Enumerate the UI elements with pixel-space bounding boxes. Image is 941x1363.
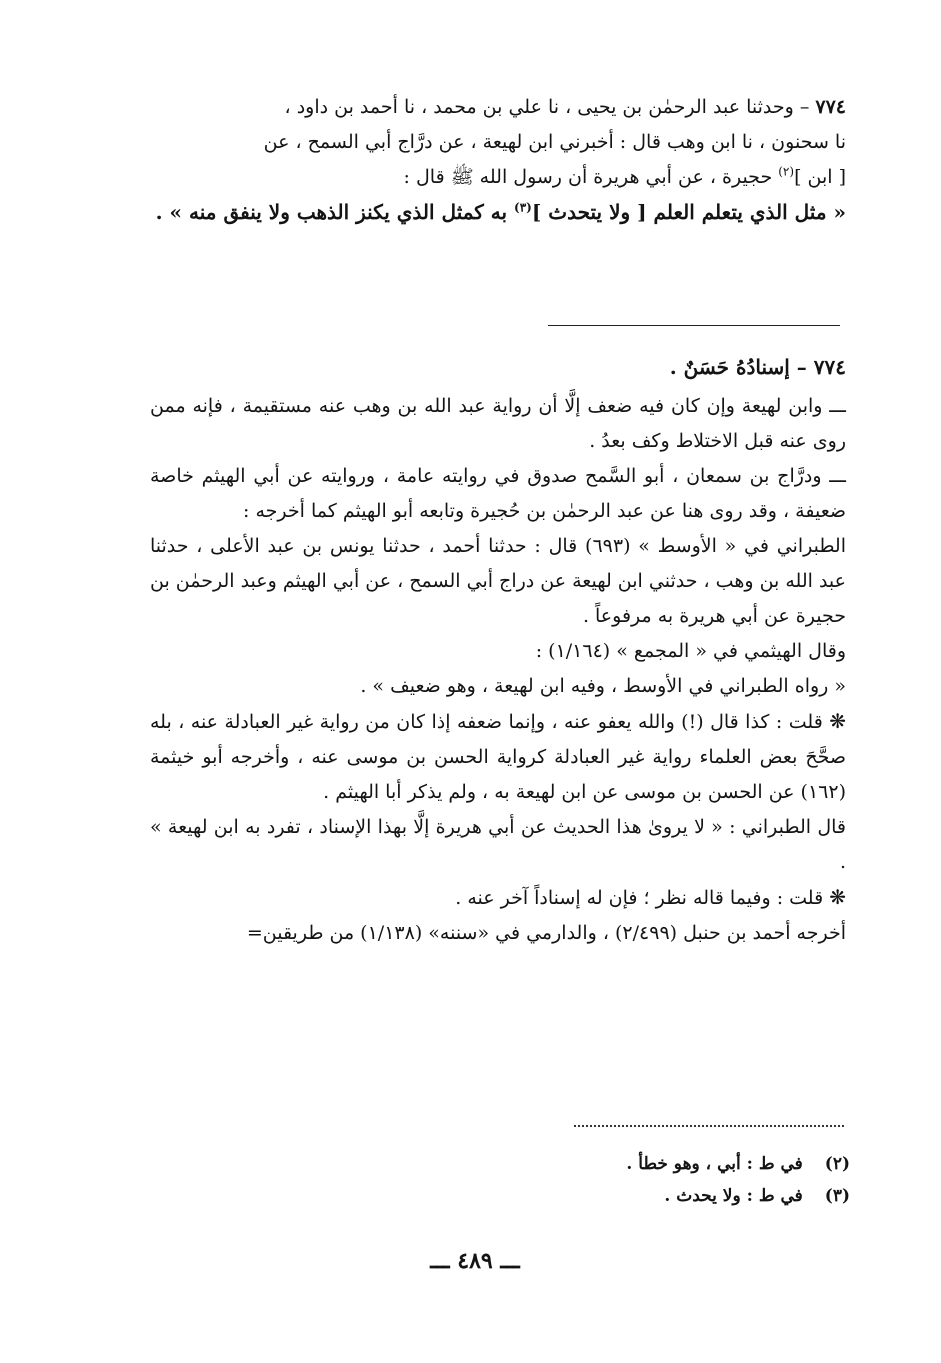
footnote-text: في ط : ولا يحدث . [664, 1186, 803, 1206]
footnote-text: في ط : أبي ، وهو خطأ . [626, 1154, 803, 1174]
hadith-isnad-3: حجيرة ، عن أبي هريرة أن رسول الله ﷺ قال : [403, 166, 779, 188]
paragraph-tabarani: الطبراني في « الأوسط » (٦٩٣) قال : حدثنا أحمد ، حدثنا يونس بن عبد الأعلى ، حدثنا عبد الله بن وهب ، حدثني ابن لهيعة عن دراج أبي السمح ، عن أبي الهيثم وعبد الرحمٰن بن حجيرة عن أبي هريرة به مرفوعاً . [150, 535, 846, 627]
hadith-text [150, 90, 846, 230]
footnote-3 [400, 1180, 850, 1212]
matn-part-2: به كمثل الذي يكنز الذهب ولا ينفق منه » . [155, 200, 515, 224]
qultu-1-text: قلت : كذا قال (!) والله يعفو عنه ، وإنما ضعفه إذا كان من رواية غير العبادلة عنه ، بله صحَّحَ بعض العلماء رواية غير العبادلة كرواية الحسن بن موسى عنه ، وأخرجه أبو خيثمة (١٦٢) عن الحسن بن موسى عن ابن لهيعة به ، ولم يذكر أبا الهيثم . [150, 711, 846, 803]
footnote-number: (٣) [824, 1186, 850, 1206]
matn-part-1: « مثل الذي يتعلم العلم [ ولا يتحدث ] [531, 200, 846, 224]
paragraph-qultu-1 [150, 704, 846, 810]
paragraph-haythami: وقال الهيثمي في « المجمع » (١/١٦٤) : [535, 640, 846, 662]
footnote-2 [400, 1148, 850, 1180]
hadith-line-1 [150, 90, 846, 125]
commentary [150, 350, 846, 951]
hadith-isnad-2: نا سحنون ، نا ابن وهب قال : أخبرني ابن لهيعة ، عن درَّاج أبي السمح ، عن [263, 131, 846, 153]
paragraph-takhrij: أخرجه أحمد بن حنبل (٢/٤٩٩) ، والدارمي في «سننه» (١/١٣٨) من طريقين= [246, 922, 846, 944]
hadith-isnad-1: – وحدثنا عبد الرحمٰن بن يحيى ، نا علي بن محمد ، نا أحمد بن داود ، [284, 96, 810, 118]
hadith-bracket-text: [ ابن ] [794, 166, 846, 188]
commentary-number: ٧٧٤ [813, 355, 846, 379]
paragraph-qultu-2 [150, 880, 846, 916]
paragraph-tabarani-note: قال الطبراني : « لا يروىٰ هذا الحديث عن أبي هريرة إلَّا بهذا الإسناد ، تفرد به ابن لهيعة » . [150, 816, 846, 873]
qultu-2-text: قلت : وفيما قاله نظر ؛ فإن له إسناداً آخر عنه . [455, 887, 824, 909]
star-ornament-icon: ❋ [829, 885, 846, 909]
footnote-ref-2: (٢) [778, 164, 795, 179]
footnote-separator [574, 1125, 844, 1127]
hadith-matn [150, 195, 846, 230]
footnotes [400, 1148, 850, 1212]
page-number: ـــ ٤٨٩ ـــ [430, 1248, 520, 1274]
commentary-heading [150, 350, 846, 385]
paragraph-ibn-lahia: ـــ وابن لهيعة وإن كان فيه ضعف إلَّا أن رواية عبد الله بن وهب عنه مستقيمة ، فإنه ممن روى عنه قبل الاختلاط وكف بعدُ . [150, 395, 846, 452]
hadith-line-3 [150, 160, 846, 195]
paragraph-haythami-quote: « رواه الطبراني في الأوسط ، وفيه ابن لهيعة ، وهو ضعيف » . [360, 675, 846, 697]
hadith-number: ٧٧٤ [815, 96, 846, 118]
section-separator [548, 325, 840, 326]
footnote-number: (٢) [824, 1154, 850, 1174]
footnote-ref-3: (٣) [514, 200, 532, 215]
star-ornament-icon: ❋ [829, 709, 846, 733]
commentary-verdict: – إسنادُهُ حَسَنٌ . [669, 355, 807, 379]
paragraph-darraj: ـــ ودرَّاج بن سمعان ، أبو السَّمح صدوق في روايته عامة ، وروايته عن أبي الهيثم خاصة ضعيفة ، وقد روى هنا عن عبد الرحمٰن بن حُجيرة وتابعه أبو الهيثم كما أخرجه : [150, 465, 846, 522]
